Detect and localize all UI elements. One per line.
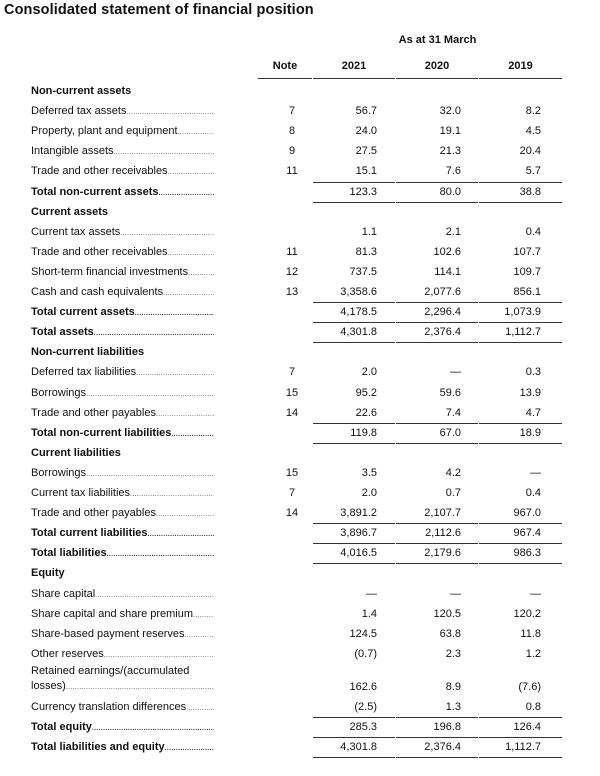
period-header: As at 31 March	[398, 34, 477, 46]
note-ref: 7	[288, 487, 296, 499]
value-2019: 11.8	[520, 627, 541, 640]
row-label	[31, 141, 214, 161]
value-2021: (2.5)	[354, 701, 377, 713]
column-header-note: Note	[258, 60, 312, 79]
total-rule	[479, 717, 562, 718]
total-row	[0, 182, 600, 202]
value-2019: 1,112.7	[505, 741, 541, 754]
row-label-text: Trade and other payables	[31, 406, 156, 419]
section-heading-row	[0, 202, 600, 222]
value-2021: 95.2	[355, 386, 377, 399]
value-2019: 126.4	[513, 721, 541, 734]
value-2020: 114.1	[434, 265, 461, 278]
total-rule	[313, 523, 395, 524]
row-label-text: Total current assets	[31, 306, 135, 319]
value-2019: —	[530, 466, 541, 479]
value-2020: 2,296.4	[424, 306, 461, 319]
row-label	[31, 222, 214, 242]
value-2019: 107.7	[513, 245, 541, 258]
value-2020: 21.3	[439, 145, 461, 158]
section-heading-row	[0, 81, 600, 101]
row-label-text: Trade and other receivables	[31, 245, 168, 258]
total-rule	[313, 423, 395, 424]
row-label	[31, 101, 214, 121]
note-ref: 14	[285, 406, 299, 419]
value-2021: 1.4	[361, 607, 377, 620]
value-2021: 3,891.2	[340, 507, 377, 520]
total-rule	[313, 182, 395, 183]
section-heading	[31, 563, 214, 583]
value-2021: 22.6	[355, 406, 377, 419]
value-2019: 4.7	[525, 406, 541, 419]
value-2021: 2.0	[361, 366, 377, 379]
value-2021: 162.6	[349, 680, 377, 693]
value-2019: 1,073.9	[504, 306, 541, 319]
value-2020: 102.6	[433, 245, 461, 258]
note-ref: 14	[285, 507, 299, 520]
note-ref	[270, 584, 314, 604]
value-2020: —	[450, 366, 461, 379]
value-2019: 986.3	[513, 547, 541, 560]
value-2020: 59.6	[439, 386, 461, 399]
note-ref: 15	[285, 466, 299, 479]
value-2021: 124.5	[349, 627, 377, 640]
value-2019: 0.3	[525, 366, 541, 379]
table-row	[0, 664, 600, 693]
row-label-text: Total non-current assets	[31, 185, 159, 198]
note-ref	[270, 543, 314, 563]
value-2020: 2,179.6	[424, 547, 461, 560]
note-ref: 13	[285, 286, 299, 298]
value-2020: 120.5	[433, 607, 461, 620]
row-label	[31, 362, 214, 382]
value-2020: 2.3	[445, 647, 461, 660]
value-2021: 737.5	[349, 265, 377, 278]
total-rule	[396, 757, 478, 758]
value-2021: 3,896.7	[340, 527, 377, 540]
table-row	[0, 403, 600, 423]
row-label	[31, 483, 214, 503]
row-label	[31, 624, 214, 644]
section-heading	[31, 202, 214, 222]
value-2019: 18.9	[519, 426, 541, 439]
total-row	[0, 737, 600, 757]
row-label-text: Share capital	[31, 587, 96, 600]
note-ref: 11	[286, 245, 298, 258]
total-rule	[396, 423, 478, 424]
value-2019: 1,112.7	[505, 326, 541, 339]
note-ref	[270, 717, 314, 737]
total-rule	[396, 717, 478, 718]
total-row	[0, 717, 600, 737]
value-2021: (0.7)	[354, 647, 377, 660]
note-ref	[270, 182, 314, 202]
page-title: Consolidated statement of financial position	[4, 2, 314, 18]
total-rule	[479, 322, 562, 323]
row-label-text: Total liabilities	[31, 547, 107, 560]
total-rule	[396, 523, 478, 524]
value-2020: 7.4	[445, 406, 461, 419]
row-label-text: Deferred tax assets	[31, 105, 127, 118]
section-heading-row	[0, 563, 600, 583]
value-2020: 19.1	[439, 125, 461, 138]
note-ref: 7	[288, 366, 296, 379]
row-label	[31, 121, 214, 141]
table-row	[0, 282, 600, 302]
row-label-text: Equity	[31, 567, 65, 580]
value-2020: 196.8	[433, 721, 461, 734]
table-row	[0, 624, 600, 644]
value-2019: 0.4	[525, 225, 541, 238]
value-2019: (7.6)	[518, 680, 541, 693]
total-rule	[396, 543, 478, 544]
row-label	[31, 503, 214, 523]
value-2020: 67.0	[439, 426, 461, 439]
value-2020: 1.3	[445, 701, 461, 713]
value-2019: 8.2	[525, 105, 541, 118]
row-label	[31, 262, 214, 282]
value-2021: 119.8	[350, 426, 377, 439]
value-2020: 80.0	[439, 185, 461, 198]
row-label-text: Currency translation differences	[31, 701, 187, 713]
section-heading-row	[0, 443, 600, 463]
table-row	[0, 121, 600, 141]
table-row	[0, 262, 600, 282]
note-ref: 12	[285, 265, 299, 278]
value-2021: 3.5	[361, 466, 377, 479]
value-2021: 15.1	[355, 165, 377, 178]
value-2021: 2.0	[361, 487, 377, 499]
value-2019: 0.8	[525, 701, 541, 713]
value-2019: 856.1	[513, 286, 541, 298]
row-label-text: Total non-current liabilities	[31, 426, 172, 439]
value-2021: 4,301.8	[340, 741, 377, 754]
value-2021: 27.5	[355, 145, 377, 158]
value-2019: 120.2	[513, 607, 541, 620]
total-rule	[479, 757, 562, 758]
row-label	[31, 282, 214, 302]
row-label-text: Other reserves	[31, 647, 104, 660]
value-2020: 2.1	[445, 225, 461, 238]
total-rule	[313, 737, 395, 738]
total-rule	[313, 322, 395, 323]
value-2021: —	[366, 587, 377, 600]
note-ref	[270, 302, 314, 322]
total-rule	[479, 302, 562, 303]
table-row	[0, 383, 600, 403]
table-row	[0, 503, 600, 523]
section-heading-row	[0, 342, 600, 362]
row-label	[31, 161, 214, 181]
value-2021: 3,358.6	[340, 286, 377, 298]
value-2019: 13.9	[519, 386, 541, 399]
row-label	[31, 423, 214, 443]
note-ref	[270, 523, 314, 543]
total-rule	[313, 543, 395, 544]
total-row	[0, 322, 600, 342]
row-label	[31, 242, 214, 262]
row-label	[31, 182, 214, 202]
column-header-2019: 2019	[479, 60, 562, 79]
value-2020: —	[450, 587, 461, 600]
value-2019: 109.7	[513, 265, 541, 278]
note-ref	[270, 737, 314, 757]
row-label-text: Short-term financial investments	[31, 265, 189, 278]
table-row	[0, 161, 600, 181]
row-label	[31, 737, 214, 757]
row-label	[31, 717, 214, 737]
total-rule	[479, 543, 562, 544]
note-ref	[270, 644, 314, 664]
value-2021: 123.3	[349, 185, 377, 198]
row-label-text: Total assets	[31, 326, 94, 339]
row-label-text: Total equity	[31, 721, 92, 734]
row-label-text: Property, plant and equipment	[31, 125, 178, 138]
total-rule	[396, 182, 478, 183]
value-2019: 20.4	[519, 145, 541, 158]
note-ref	[270, 604, 314, 624]
note-ref	[270, 423, 314, 443]
row-label-text: Share capital and share premium	[31, 607, 194, 620]
value-2021: 285.3	[349, 721, 377, 734]
note-ref	[270, 322, 314, 342]
value-2019: 0.4	[525, 487, 541, 499]
total-row	[0, 302, 600, 322]
table-row	[0, 141, 600, 161]
total-rule	[313, 717, 395, 718]
row-label-text: Borrowings	[31, 466, 87, 479]
total-rule	[313, 757, 395, 758]
row-label-text: Current liabilities	[31, 446, 121, 459]
note-ref: 15	[285, 386, 299, 399]
note-ref: 11	[286, 165, 298, 178]
note-ref: 7	[288, 105, 296, 118]
row-label-text: Total current liabilities	[31, 527, 148, 540]
row-label	[31, 584, 214, 604]
row-label	[31, 383, 214, 403]
value-2020: 2,112.6	[425, 527, 461, 540]
value-2021: 4,301.8	[340, 326, 377, 339]
value-2019: 1.2	[525, 647, 541, 660]
table-row	[0, 242, 600, 262]
row-label-text: Trade and other payables	[31, 507, 156, 520]
row-label-text: Cash and cash equivalents	[31, 286, 164, 298]
row-label	[31, 664, 214, 696]
note-ref: 9	[288, 145, 296, 158]
value-2020: 2,077.6	[424, 286, 461, 298]
total-rule	[479, 523, 562, 524]
value-2021: 56.7	[355, 105, 377, 118]
row-label-text: Current tax assets	[31, 225, 121, 238]
row-label-text: Deferred tax liabilities	[31, 366, 137, 379]
row-label-text: Total liabilities and equity	[31, 741, 165, 754]
row-label-text: Current assets	[31, 205, 109, 218]
row-label-text: Borrowings	[31, 386, 87, 399]
row-label	[31, 604, 214, 624]
column-header-2021: 2021	[313, 60, 395, 79]
value-2020: 2,107.7	[424, 507, 461, 520]
note-ref	[270, 697, 314, 717]
row-label-text: Retained earnings/(accumulated losses)	[31, 664, 190, 692]
value-2020: 0.7	[445, 487, 461, 499]
row-label	[31, 697, 214, 717]
row-label	[31, 403, 214, 423]
value-2021: 4,016.5	[340, 547, 377, 560]
total-row	[0, 543, 600, 563]
note-ref	[270, 222, 314, 242]
value-2020: 4.2	[445, 466, 461, 479]
value-2020: 63.8	[439, 627, 461, 640]
total-rule	[313, 302, 395, 303]
value-2021: 81.3	[355, 245, 377, 258]
total-rule	[396, 737, 478, 738]
total-rule	[396, 302, 478, 303]
note-ref	[270, 677, 314, 697]
table-row	[0, 697, 600, 717]
row-label	[31, 644, 214, 664]
section-heading	[31, 342, 214, 362]
value-2019: —	[530, 587, 541, 600]
column-header-2020: 2020	[396, 60, 478, 79]
row-label	[31, 523, 214, 543]
value-2019: 4.5	[525, 125, 541, 138]
table-row	[0, 604, 600, 624]
value-2020: 8.9	[445, 680, 461, 693]
value-2020: 2,376.4	[424, 741, 461, 754]
value-2019: 967.0	[513, 507, 541, 520]
note-ref	[270, 624, 314, 644]
section-heading	[31, 443, 214, 463]
table-row	[0, 222, 600, 242]
table-row	[0, 483, 600, 503]
value-2021: 24.0	[355, 125, 377, 138]
total-row	[0, 423, 600, 443]
table-row	[0, 362, 600, 382]
row-label-text: Intangible assets	[31, 145, 114, 158]
total-row	[0, 523, 600, 543]
value-2020: 7.6	[445, 165, 461, 178]
table-row	[0, 584, 600, 604]
table-row	[0, 463, 600, 483]
value-2019: 5.7	[525, 165, 541, 178]
row-label-text: Non-current assets	[31, 85, 132, 97]
row-label	[31, 302, 214, 322]
value-2021: 1.1	[361, 225, 377, 238]
table-row	[0, 101, 600, 121]
total-rule	[479, 423, 562, 424]
row-label-text: Current tax liabilities	[31, 487, 131, 499]
total-rule	[479, 182, 562, 183]
value-2019: 967.4	[513, 527, 541, 540]
row-label	[31, 463, 214, 483]
value-2020: 2,376.4	[424, 326, 461, 339]
value-2019: 38.8	[519, 185, 541, 198]
table-row	[0, 644, 600, 664]
row-label	[31, 322, 214, 342]
total-rule	[396, 322, 478, 323]
note-ref: 8	[288, 125, 296, 138]
value-2021: 4,178.5	[340, 306, 377, 319]
section-heading	[31, 81, 214, 101]
row-label-text: Share-based payment reserves	[31, 627, 185, 640]
total-rule	[479, 737, 562, 738]
value-2020: 32.0	[439, 105, 461, 118]
row-label	[31, 543, 214, 563]
row-label-text: Trade and other receivables	[31, 165, 168, 178]
row-label-text: Non-current liabilities	[31, 346, 145, 359]
